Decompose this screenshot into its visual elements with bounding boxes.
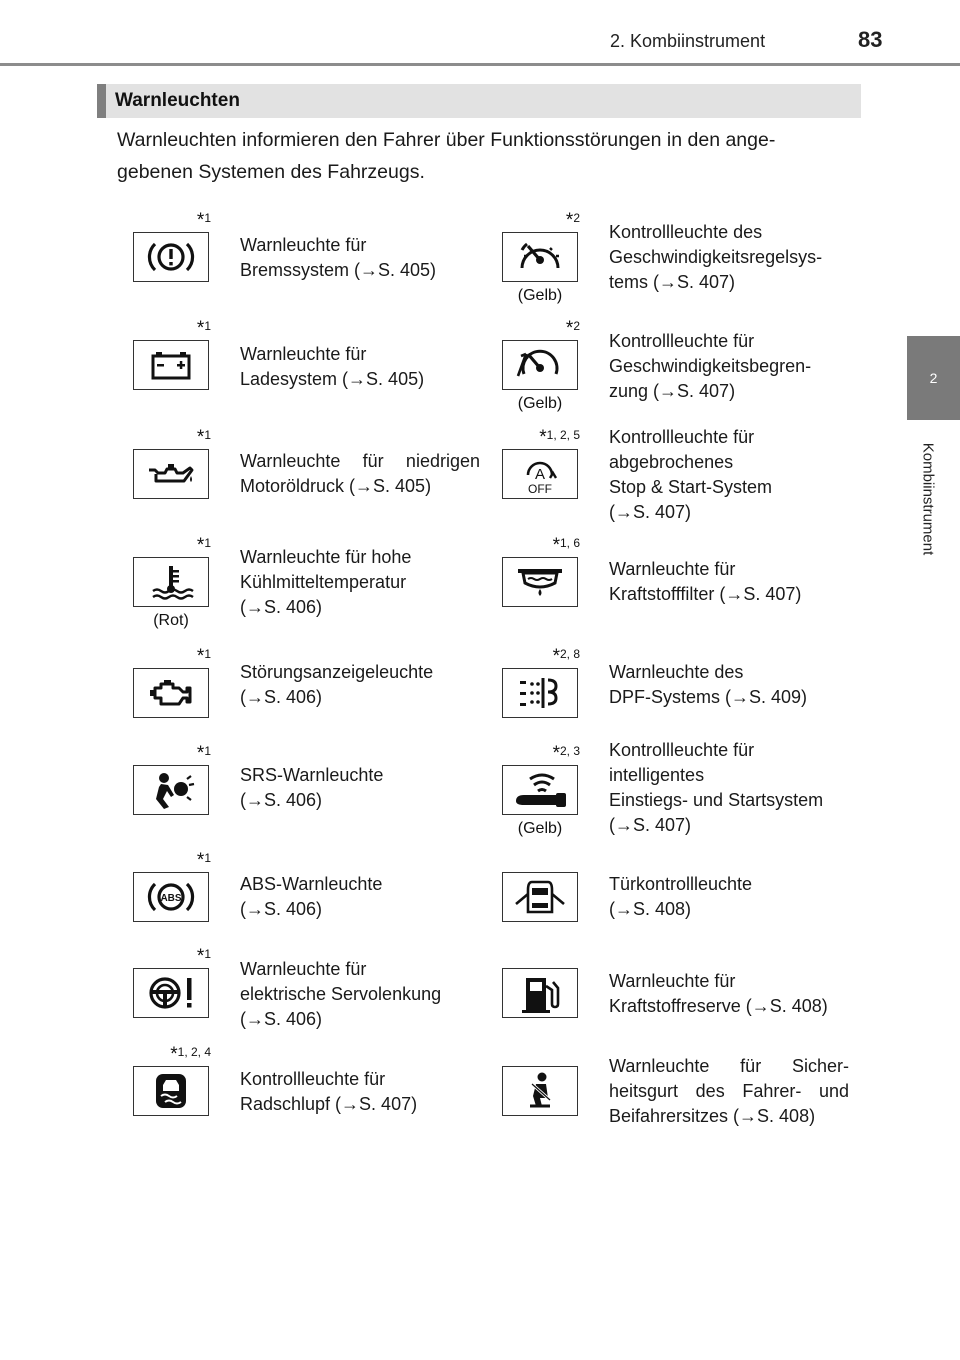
chapter-tab-label: Kombiinstrument — [919, 442, 937, 556]
seatbelt-reminder-icon — [502, 1066, 578, 1116]
footnote-star: * — [196, 946, 205, 967]
description-line: Warnleuchte für — [609, 559, 736, 579]
oil-pressure-icon — [133, 449, 209, 499]
footnote-mark — [197, 535, 211, 557]
footnote-number: 1, 2, 4 — [177, 1045, 211, 1059]
description-line: Warnleuchte für hohe — [240, 547, 412, 567]
footnote-star: * — [196, 646, 205, 667]
description-line: Ladesystem (→S. 405) — [240, 369, 425, 389]
footnote-star: * — [552, 646, 560, 667]
description-line: Türkontrollleuchte — [609, 874, 753, 894]
footnote-mark — [197, 743, 211, 765]
warning-light-description — [609, 660, 849, 710]
description-line: Geschwindigkeitsbegren- — [609, 356, 812, 376]
footnote-number: 1 — [204, 947, 211, 961]
warning-light-description — [609, 557, 849, 607]
footnote-number: 2, 3 — [559, 744, 580, 758]
warning-light-description — [609, 969, 849, 1019]
footnote-number: 1 — [204, 319, 211, 333]
warning-light-description — [609, 1054, 849, 1129]
chapter-tab[interactable] — [907, 336, 960, 420]
footnote-star: * — [170, 1044, 178, 1065]
warning-light-description — [609, 872, 849, 922]
description-line: SRS-Warnleuchte — [240, 765, 384, 785]
footnote-star: * — [539, 427, 547, 448]
footnote-star: * — [196, 427, 205, 448]
description-line: Kontrollleuchte für — [609, 331, 755, 351]
description-line: Kontrollleuchte für — [609, 427, 755, 447]
warning-light-description — [609, 220, 849, 295]
header-rule — [0, 63, 960, 66]
footnote-mark — [197, 646, 211, 668]
warning-light-description — [609, 329, 849, 404]
footnote-mark — [197, 427, 211, 449]
description-line: Beifahrersitzes (→S. 408) — [609, 1106, 816, 1126]
description-line: Kraftstoffreserve (→S. 408) — [609, 996, 828, 1016]
svg-text:A: A — [534, 466, 546, 483]
check-engine-icon — [133, 668, 209, 718]
description-line: elektrische Servolenkung — [240, 984, 442, 1004]
footnote-mark — [566, 318, 580, 340]
footnote-star: * — [552, 743, 560, 764]
description-line: Warnleuchte für — [240, 959, 367, 979]
footnote-number: 1 — [204, 744, 211, 758]
warning-light-description — [240, 660, 480, 710]
footnote-mark — [197, 318, 211, 340]
description-line: zung (→S. 407) — [609, 381, 736, 401]
warning-light-description — [240, 872, 480, 922]
warning-light-description — [240, 957, 480, 1032]
description-line: (→S. 406) — [240, 899, 323, 919]
description-line: (→S. 406) — [240, 1009, 323, 1029]
srs-airbag-icon — [133, 765, 209, 815]
description-line: Kühlmitteltemperatur — [240, 572, 407, 592]
description-line: Warnleuchte des — [609, 662, 744, 682]
footnote-mark — [553, 646, 580, 668]
description-line: Radschlupf (→S. 407) — [240, 1094, 418, 1114]
description-line: Warnleuchte für — [609, 971, 736, 991]
fuel-filter-icon — [502, 557, 578, 607]
warning-light-description — [240, 1067, 480, 1117]
description-line: Warnleuchte für — [240, 344, 367, 364]
section-accent — [97, 84, 106, 118]
description-line: heitsgurt des Fahrer- und — [609, 1081, 849, 1101]
description-line: Einstiegs- und Startsystem — [609, 790, 824, 810]
footnote-mark — [539, 427, 580, 449]
footnote-mark — [197, 850, 211, 872]
footnote-mark — [170, 1044, 211, 1066]
footnote-number: 1 — [204, 647, 211, 661]
chapter-tab-label-box — [907, 426, 949, 572]
footnote-number: 2 — [573, 211, 580, 225]
brake-system-icon — [133, 232, 209, 282]
footnote-number: 1, 6 — [559, 536, 580, 550]
description-line: (→S. 408) — [609, 899, 692, 919]
footnote-mark — [197, 210, 211, 232]
description-line: (→S. 406) — [240, 597, 323, 617]
description-line: Kraftstofffilter (→S. 407) — [609, 584, 802, 604]
footnote-number: 2 — [573, 319, 580, 333]
abs-icon — [133, 872, 209, 922]
warning-light-description — [609, 425, 849, 525]
description-line: Motoröldruck (→S. 405) — [240, 476, 432, 496]
indicator-color-note: (Gelb) — [517, 287, 563, 304]
intro-line-1: Warnleuchten informieren den Fahrer über Funktionsstörungen in den ange- — [117, 129, 776, 151]
description-line: DPF-Systems (→S. 409) — [609, 687, 808, 707]
dpf-system-icon — [502, 668, 578, 718]
description-line: (→S. 407) — [609, 502, 692, 522]
description-line: Warnleuchte für Sicher- — [609, 1056, 849, 1076]
description-line: abgebrochenes — [609, 452, 734, 472]
description-line: (→S. 406) — [240, 687, 323, 707]
warning-light-description — [240, 233, 480, 283]
chapter-tab-number: 2 — [929, 370, 938, 386]
indicator-color-note: (Gelb) — [517, 820, 563, 837]
warning-light-description — [240, 449, 480, 499]
charging-system-icon — [133, 340, 209, 390]
description-line: (→S. 406) — [240, 790, 323, 810]
coolant-temperature-icon — [133, 557, 209, 607]
warning-light-description — [240, 763, 480, 813]
section-heading — [97, 84, 861, 118]
footnote-number: 1 — [204, 428, 211, 442]
smart-entry-icon — [502, 765, 578, 815]
slip-indicator-icon — [133, 1066, 209, 1116]
description-line: Geschwindigkeitsregelsys- — [609, 247, 823, 267]
warning-light-description — [609, 738, 849, 838]
description-line: (→S. 407) — [609, 815, 692, 835]
footnote-mark — [553, 743, 580, 765]
footnote-star: * — [196, 743, 205, 764]
description-line: Kontrollleuchte für — [240, 1069, 386, 1089]
indicator-color-note: (Rot) — [153, 612, 189, 629]
footnote-mark — [553, 535, 580, 557]
speed-limiter-icon — [502, 340, 578, 390]
footnote-star: * — [196, 850, 205, 871]
cruise-control-icon — [502, 232, 578, 282]
footnote-number: 2, 8 — [559, 647, 580, 661]
indicator-color-note: (Gelb) — [517, 395, 563, 412]
footnote-star: * — [565, 210, 574, 231]
description-line: intelligentes — [609, 765, 705, 785]
footnote-number: 1 — [204, 851, 211, 865]
footnote-number: 1, 2, 5 — [546, 428, 580, 442]
stop-start-off-icon — [502, 449, 578, 499]
door-open-icon — [502, 872, 578, 922]
description-line: ABS-Warnleuchte — [240, 874, 383, 894]
description-line: Kontrollleuchte für — [609, 740, 755, 760]
description-line: Warnleuchte für niedrigen — [240, 451, 480, 471]
chapter-title: 2. Kombiinstrument — [610, 31, 766, 51]
description-line: Bremssystem (→S. 405) — [240, 260, 437, 280]
footnote-star: * — [196, 318, 205, 339]
footnote-star: * — [196, 210, 205, 231]
section-title: Warnleuchten — [115, 90, 240, 111]
intro-line-2: gebenen Systemen des Fahrzeugs. — [117, 161, 425, 183]
footnote-mark — [197, 946, 211, 968]
description-line: Stop & Start-System — [609, 477, 773, 497]
power-steering-icon — [133, 968, 209, 1018]
description-line: Kontrollleuchte des — [609, 222, 763, 242]
description-line: Störungsanzeigeleuchte — [240, 662, 434, 682]
warning-light-description — [240, 342, 480, 392]
footnote-star: * — [196, 535, 205, 556]
description-line: tems (→S. 407) — [609, 272, 736, 292]
page-number: 83 — [858, 27, 883, 52]
fuel-reserve-icon — [502, 968, 578, 1018]
svg-text:ABS: ABS — [160, 893, 182, 904]
description-line: Warnleuchte für — [240, 235, 367, 255]
footnote-star: * — [565, 318, 574, 339]
warning-light-description — [240, 545, 480, 620]
footnote-number: 1 — [204, 536, 211, 550]
intro-text — [117, 124, 862, 188]
stop-start-off-text: OFF — [528, 482, 552, 495]
footnote-mark — [566, 210, 580, 232]
footnote-number: 1 — [204, 211, 211, 225]
footnote-star: * — [552, 535, 560, 556]
